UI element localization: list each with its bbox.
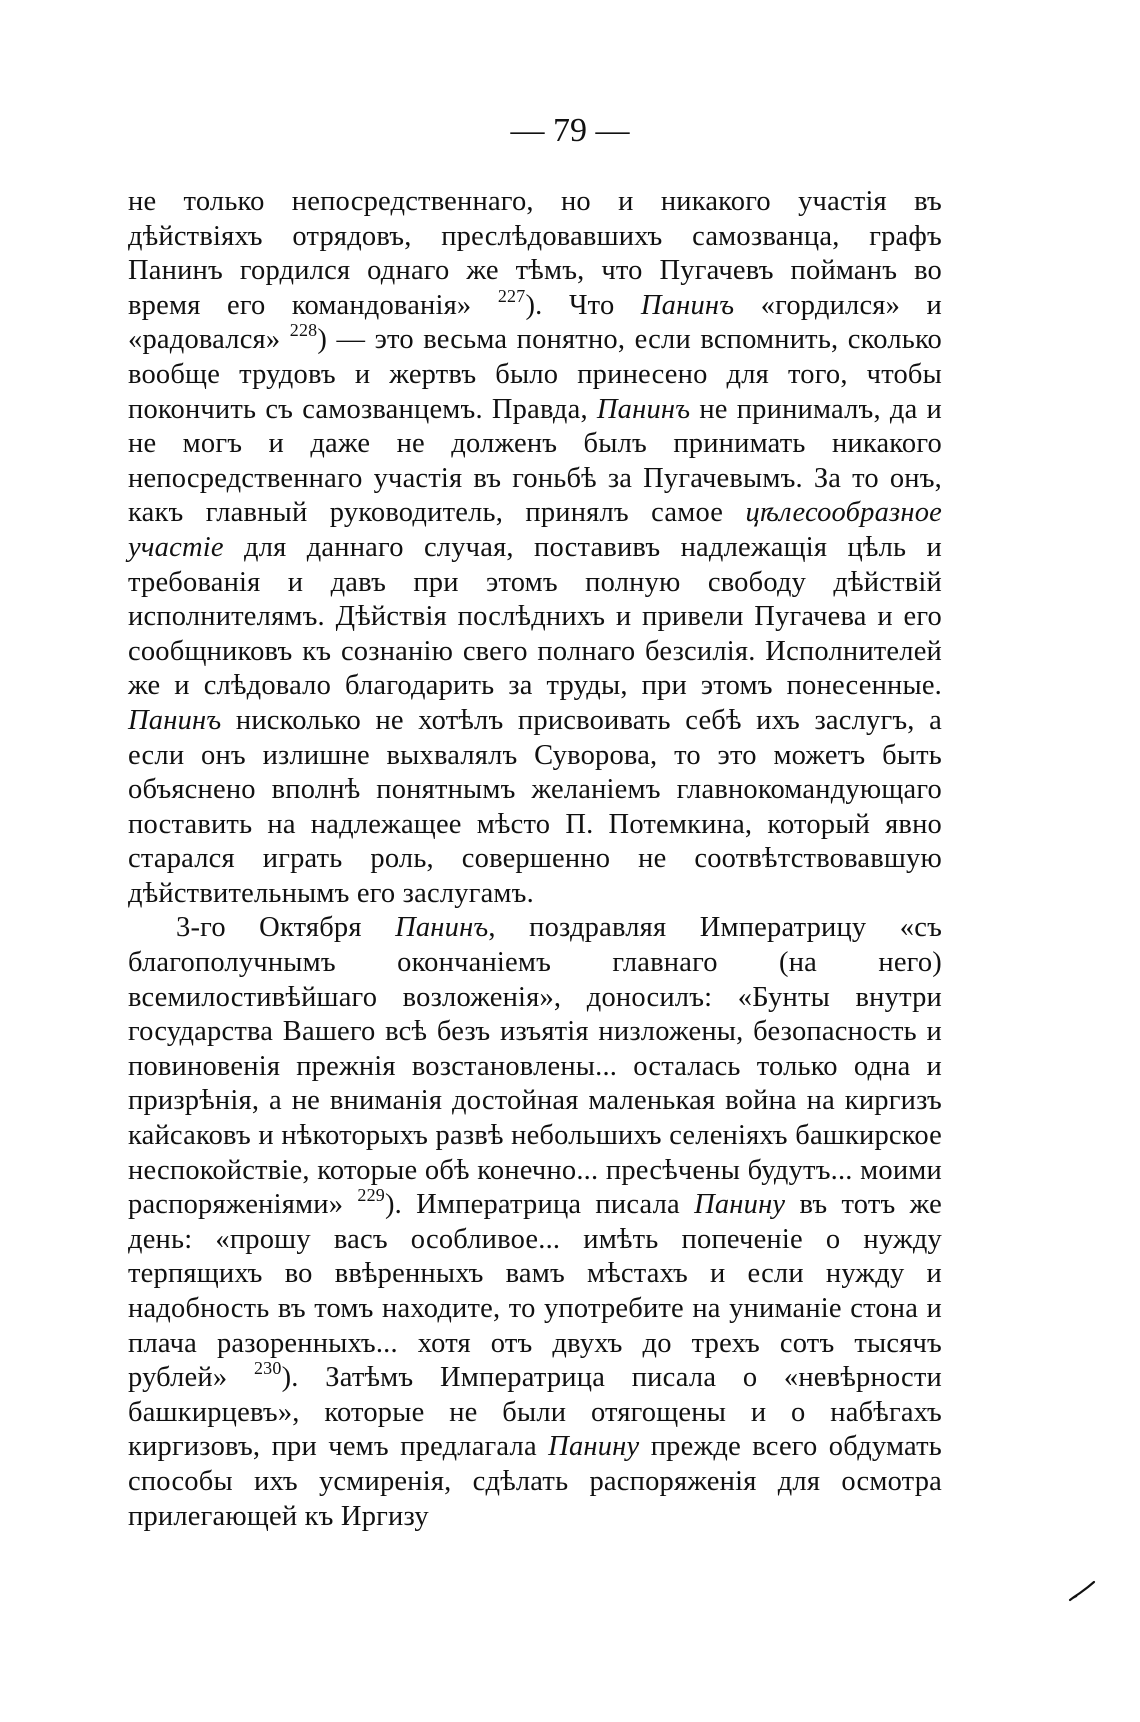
- text-run: нисколько не хотѣлъ присвоивать себѣ ихъ заслугъ, а если онъ излишне выхвалялъ Суворова, то это можетъ быть объяснено вполнѣ понятнымъ желаніемъ главнокомандующаго поставить на надлежащее мѣсто П. Потемкина, который явно старался играть роль, совершенно не соотвѣтствовавшую дѣйствительнымъ его заслугамъ.: [128, 704, 942, 909]
- text-run: ). Затѣмъ Императрица писала о «невѣрности башкирцевъ», которые не были отягощены и о набѣгахъ киргизовъ, при чемъ предлагала: [128, 1362, 943, 1463]
- body-text: [128, 185, 942, 1534]
- text-run: , поздравляя Императрицу «съ благополучнымъ окончаніемъ главнаго (на него) всемилостивѣйшаго возложенія», доносилъ: «Бунты внутри государства Вашего всѣ безъ изъятія низложены, безопасность и повиновенія прежнія возстановлены... осталась только одна и призрѣнія, а не вниманія достойная маленькая война на киргизъ кайсаковъ и нѣкоторыхъ развѣ небольшихъ селеніяхъ башкирское неспокойствіе, которые обѣ конечно... пресѣчены будутъ... моими распоряженіями»: [128, 912, 943, 1221]
- text-run: прежде всего обдумать способы ихъ усмиренія, сдѣлать распоряженія для осмотра прилегающей къ Иргизу: [128, 1431, 942, 1532]
- ink-mark-icon: [1068, 1580, 1096, 1602]
- italic-text: Панинъ: [128, 704, 222, 736]
- footnote-ref: 230: [253, 1358, 282, 1379]
- text-run: «гордился» и «радовался»: [128, 289, 942, 356]
- text-run: для даннаго случая, поставивъ надлежащія цѣль и требованія и давъ при этомъ полную свободу дѣйствій исполнителямъ. Дѣйствія послѣднихъ и привели Пугачева и его сообщниковъ къ сознанію свего полнаго безсилія. Исполнителей же и слѣдовало благодарить за труды, при этомъ понесенные.: [128, 531, 942, 702]
- italic-text: Панинъ: [596, 393, 691, 425]
- paragraph: [128, 911, 942, 1534]
- text-run: не только непосредственнаго, но и никакого участія въ дѣйствіяхъ отрядовъ, преслѣдовавшихъ самозванца, графъ Панинъ гордился однаго же тѣмъ, что Пугачевъ пойманъ во время его командованія»: [128, 186, 942, 321]
- italic-text: Панину: [694, 1189, 786, 1221]
- footnote-ref: 227: [497, 285, 526, 306]
- text-run: въ тотъ же день: «прошу васъ особливое... имѣть попеченіе о нужду терпящихъ во ввѣренныхъ вамъ мѣстахъ и если нужду и надобность въ томъ находите, то употребите на униманіе стона и плача разоренныхъ... хотя отъ двухъ до трехъ сотъ тысячъ рублей»: [128, 1189, 942, 1394]
- footnote-ref: 229: [357, 1185, 385, 1206]
- text-run: ). Императрица писала: [384, 1189, 695, 1221]
- text-run: ). Что: [525, 289, 641, 321]
- italic-text: Панину: [548, 1431, 640, 1463]
- text-run: ) — это весьма понятно, если вспомнить, сколько вообще трудовъ и жертвъ было принесено для того, чтобы покончить съ самозванцемъ. Правда,: [128, 324, 942, 425]
- italic-text: цѣлесообразное участіе: [128, 497, 942, 563]
- italic-text: Панинъ: [395, 912, 489, 944]
- footnote-ref: 228: [289, 320, 318, 341]
- text-run: не принималъ, да и не могъ и даже не долженъ былъ принимать никакого непосредственнаго участія въ гоньбѣ за Пугачевымъ. За то онъ, какъ главный руководитель, принялъ самое: [128, 393, 942, 529]
- text-run: 3-го Октября: [176, 912, 396, 944]
- page-number: — 79 —: [510, 112, 630, 149]
- italic-text: Панинъ: [640, 289, 735, 321]
- paragraph: [128, 185, 942, 911]
